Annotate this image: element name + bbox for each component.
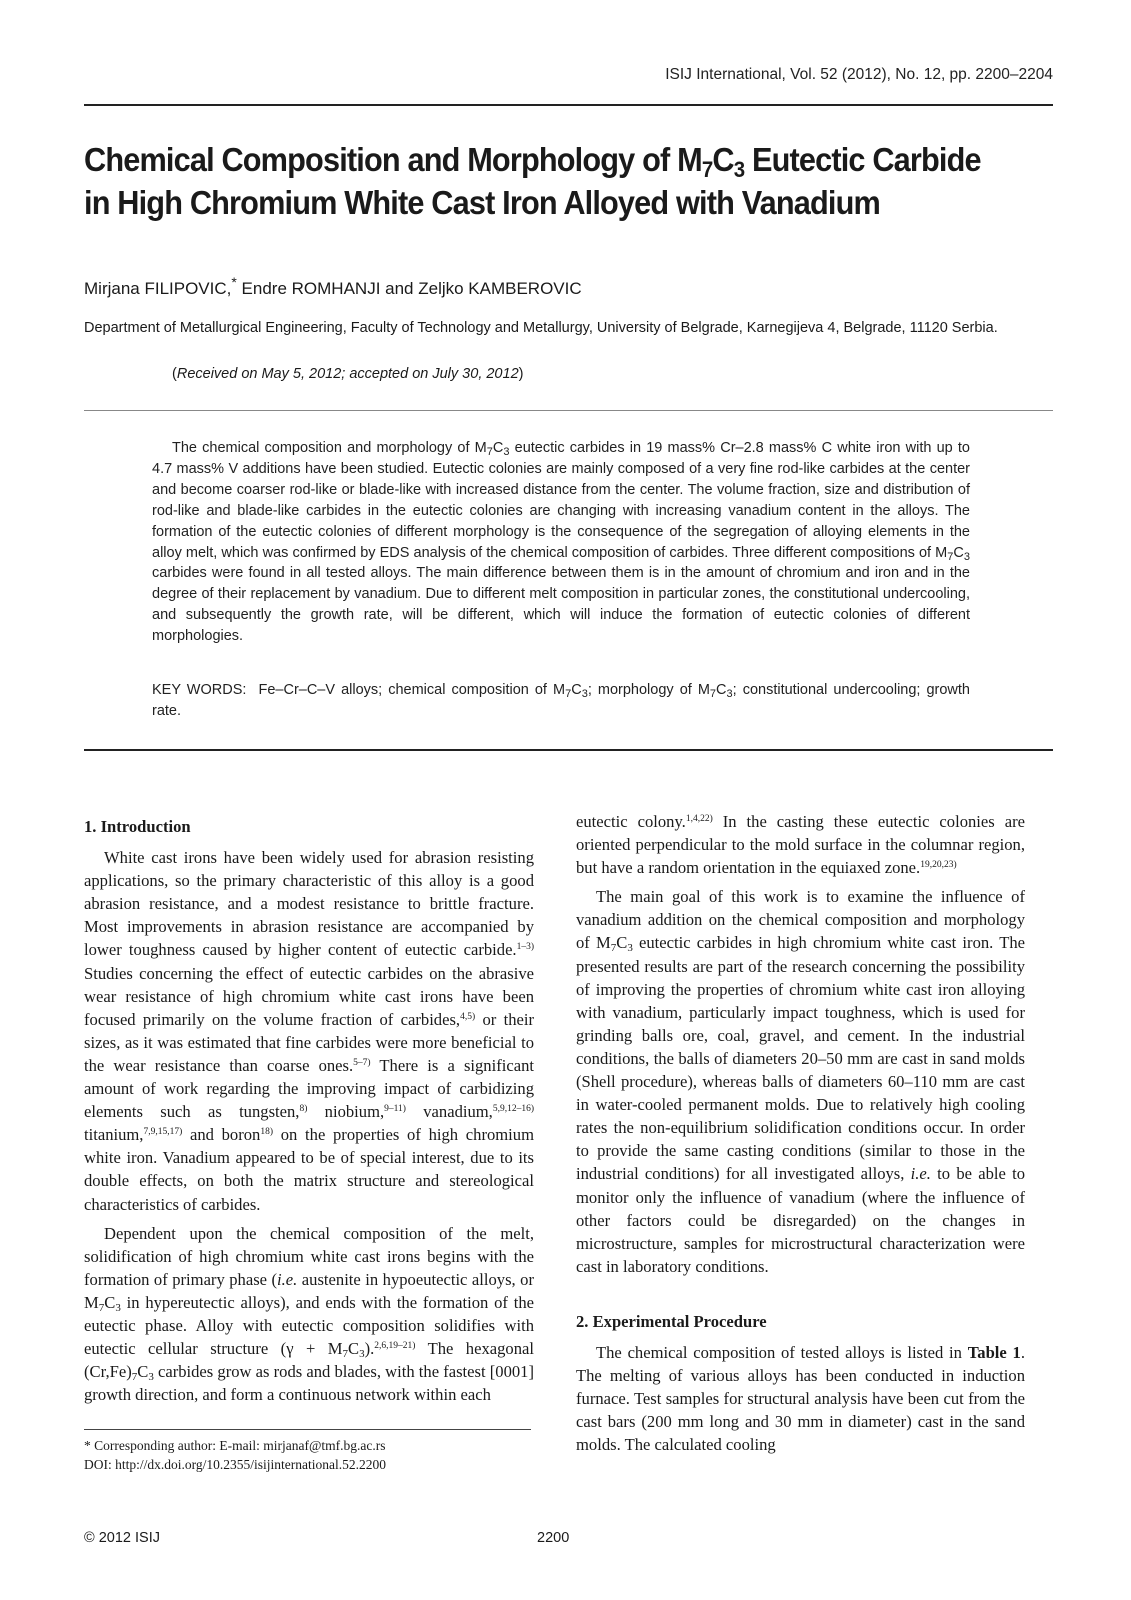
title-line-1: Chemical Composition and Morphology of $M_7C_3$ Eutectic Carbide <box>84 141 981 182</box>
abstract-top-rule <box>84 410 1053 411</box>
page-number: 2200 <box>537 1530 570 1546</box>
intro-paragraph-2: Dependent upon the chemical composition of the melt, solidification of high chromium white cast irons begins with the formation of primary phase (i.e. austenite in hypoeutectic alloys, or $M_7C_3$ in hypereutectic alloys), and ends with the formation of the eutectic phase. Alloy with eutectic composition solidifies with eutectic cellular structure $(\gamma + M_7C_3).^{2,6,19-21)}$ The hexagonal $(Cr,Fe)_7C_3$ carbides grow as rods and blades, with the fastest [0001] growth direction, and form a continuous network within each <box>84 1223 534 1405</box>
table-1-reference[interactable]: Table 1 <box>967 1342 1021 1362</box>
left-column <box>84 815 534 1406</box>
abstract: The chemical composition and morphology of $M_7C_3$ eutectic carbides in 19 mass% Cr–2.8 mass% C white iron with up to 4.7 mass% V additions have been studied. Eutectic colonies are mainly composed of a very fine rod-like carbides at the center and become coarser rod-like or blade-like with increased distance from the center. The volume fraction, size and distribution of rod-like and blade-like carbides in the eutectic colonies are changing with increasing vanadium content in the alloys. The formation of the eutectic colonies of different morphology is the consequence of the segregation of alloying elements in the alloy melt, which was confirmed by EDS analysis of the chemical composition of carbides. Three different compositions of $M_7C_3$ carbides were found in all tested alloys. The main difference between them is in the amount of chromium and iron and in the degree of their replacement by vanadium. Due to different melt composition in particular zones, the constitutional undercooling, and subsequently the growth rate, will be different, which will induce the formation of eutectic colonies of different morphologies. <box>152 440 970 645</box>
right-column <box>576 810 1025 1456</box>
received-dates: (Received on May 5, 2012; accepted on July 30, 2012) <box>172 366 524 382</box>
intro-paragraph-1: White cast irons have been widely used for abrasion resisting applications, so the primary characteristic of this alloy is a good abrasion resistance, and a modest resistance to brittle fracture. Most improvements in abrasion resistance are accompanied by lower toughness caused by higher content of eutectic carbide.$^{1-3)}$ Studies concerning the effect of eutectic carbides on the abrasive wear resistance of high chromium white cast irons have been focused primarily on the volume fraction of carbides,$^{4,5)}$ or their sizes, as it was estimated that fine carbides were more beneficial to the wear resistance than coarse ones.$^{5-7)}$ There is a significant amount of work regarding the improving impact of carbidizing elements such as tungsten,$^{8)}$ niobium,$^{9-11)}$ vanadium,$^{5,9,12-16)}$ titanium,$^{7,9,15,17)}$ and boron$^{18)}$ on the properties of high chromium white iron. Vanadium appeared to be of special interest, due to its double effects, on both the matrix structure and stereological characteristics of carbides. <box>84 848 534 1214</box>
footnote-rule <box>84 1429 531 1430</box>
corresponding-author: * Corresponding author: E-mail: mirjanaf@tmf.bg.ac.rs <box>84 1438 386 1453</box>
journal-reference: ISIJ International, Vol. 52 (2012), No. 12, pp. 2200–2204 <box>665 66 1053 83</box>
header-rule <box>84 104 1053 106</box>
experimental-paragraph-1: The chemical composition of tested alloys is listed in Table 1. The melting of various alloys has been conducted in induction furnace. Test samples for structural analysis have been cut from the cast bars (200 mm long and 30 mm in diameter) cast in the sand molds. The calculated cooling <box>576 1342 1025 1455</box>
intro-paragraph-3: The main goal of this work is to examine the influence of vanadium addition on the chemical composition and morphology of $M_7C_3$ eutectic carbides in high chromium white cast iron. The presented results are part of the research concerning the possibility of improving the properties of chromium white cast iron alloying with vanadium, particularly impact toughness, which is used for grinding balls ore, coal, gravel, and cement. In the industrial conditions, the balls of diameters 20–50 mm are cast in sand molds (Shell procedure), whereas balls of diameters 60–110 mm are cast in water-cooled permanent molds. Due to relatively high cooling rates the non-equilibrium solidification conditions occur. In order to provide the same casting conditions (similar to those in the industrial conditions) for all investigated alloys, i.e. to be able to monitor only the influence of vanadium (where the influence of other factors could be disregarded) on the changes in microstructure, samples for microstructural characterization were cast in laboratory conditions. <box>576 887 1025 1276</box>
section-2-heading: 2. Experimental Procedure <box>576 1311 767 1331</box>
paper-title <box>84 138 995 224</box>
abstract-bottom-rule <box>84 749 1053 751</box>
title-line-2: in High Chromium White Cast Iron Alloyed with Vanadium <box>84 184 880 221</box>
doi-link[interactable]: DOI: http://dx.doi.org/10.2355/isijinternational.52.2200 <box>84 1457 386 1472</box>
section-1-heading: 1. Introduction <box>84 817 191 836</box>
keywords-label: KEY WORDS: <box>152 682 247 698</box>
keywords: KEY WORDS: Fe–Cr–C–V alloys; chemical composition of $M_7C_3$; morphology of $M_7C_3$; constitutional undercooling; growth rate. <box>152 682 970 719</box>
author-list: Mirjana FILIPOVIC,* Endre ROMHANJI and Zeljko KAMBEROVIC <box>84 274 582 298</box>
intro-paragraph-2-continued: eutectic colony.$^{1,4,22)}$ In the casting these eutectic colonies are oriented perpendicular to the mold surface in the columnar region, but have a random orientation in the equiaxed zone.$^{19,20,23)}$ <box>576 812 1025 878</box>
footnote <box>84 1436 534 1474</box>
affiliation: Department of Metallurgical Engineering, Faculty of Technology and Metallurgy, University of Belgrade, Karnegijeva 4, Belgrade, 11120 Serbia. <box>84 320 998 336</box>
copyright: © 2012 ISIJ <box>84 1530 160 1546</box>
